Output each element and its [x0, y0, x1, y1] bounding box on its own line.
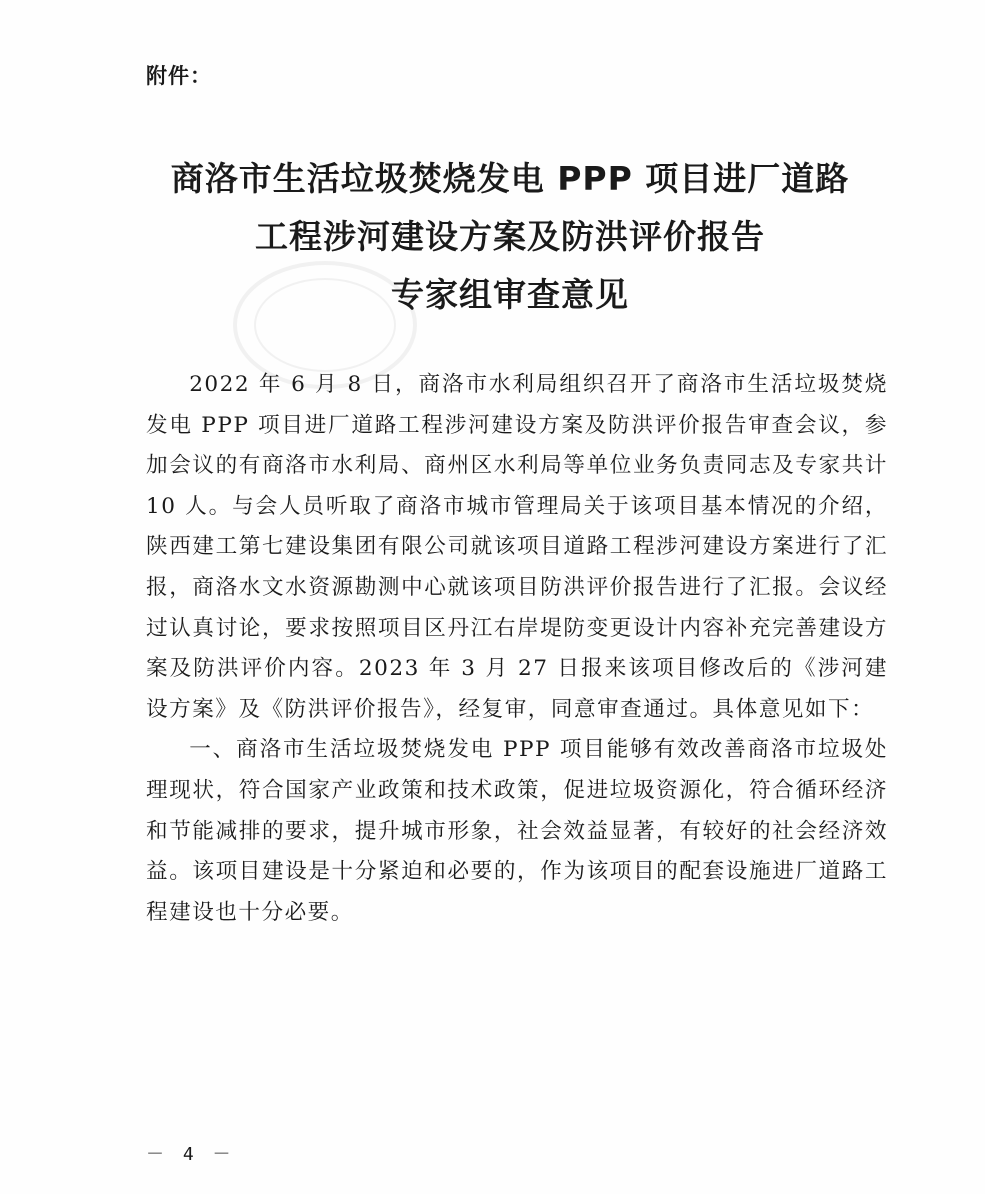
title-line-1: 商洛市生活垃圾焚烧发电 PPP 项目进厂道路 [170, 159, 850, 198]
paragraph-opinion-1: 一、商洛市生活垃圾焚烧发电 PPP 项目能够有效改善商洛市垃圾处理现状，符合国家产业政策和技术政策，促进垃圾资源化，符合循环经济和节能减排的要求，提升城市形象，社会效益显著，有较好的社会经济效益。该项目建设是十分紧迫和必要的，作为该项目的配套设施进厂道路工程建设也十分必要。 [146, 737, 888, 925]
page-number: － 4 － [146, 1144, 235, 1165]
title-line-3: 专家组审查意见 [391, 275, 629, 314]
document-body [146, 365, 888, 933]
title-line-2: 工程涉河建设方案及防洪评价报告 [255, 217, 765, 256]
document-title [100, 150, 920, 324]
paragraph-meeting-summary: 2022 年 6 月 8 日，商洛市水利局组织召开了商洛市生活垃圾焚烧发电 PPP 项目进厂道路工程涉河建设方案及防洪评价报告审查会议，参加会议的有商洛市水利局、商州区水利局等单位业务负责同志及专家共计 10 人。与会人员听取了商洛市城市管理局关于该项目基本情况的介绍，陕西建工第七建设集团有限公司就该项目道路工程涉河建设方案进行了汇报，商洛水文水资源勘测中心就该项目防洪评价报告进行了汇报。会议经过认真讨论，要求按照项目区丹江右岸堤防变更设计内容补充完善建设方案及防洪评价内容。2023 年 3 月 27 日报来该项目修改后的《涉河建设方案》及《防洪评价报告》，经复审，同意审查通过。具体意见如下： [146, 372, 888, 722]
attachment-label: 附件： [146, 64, 212, 88]
